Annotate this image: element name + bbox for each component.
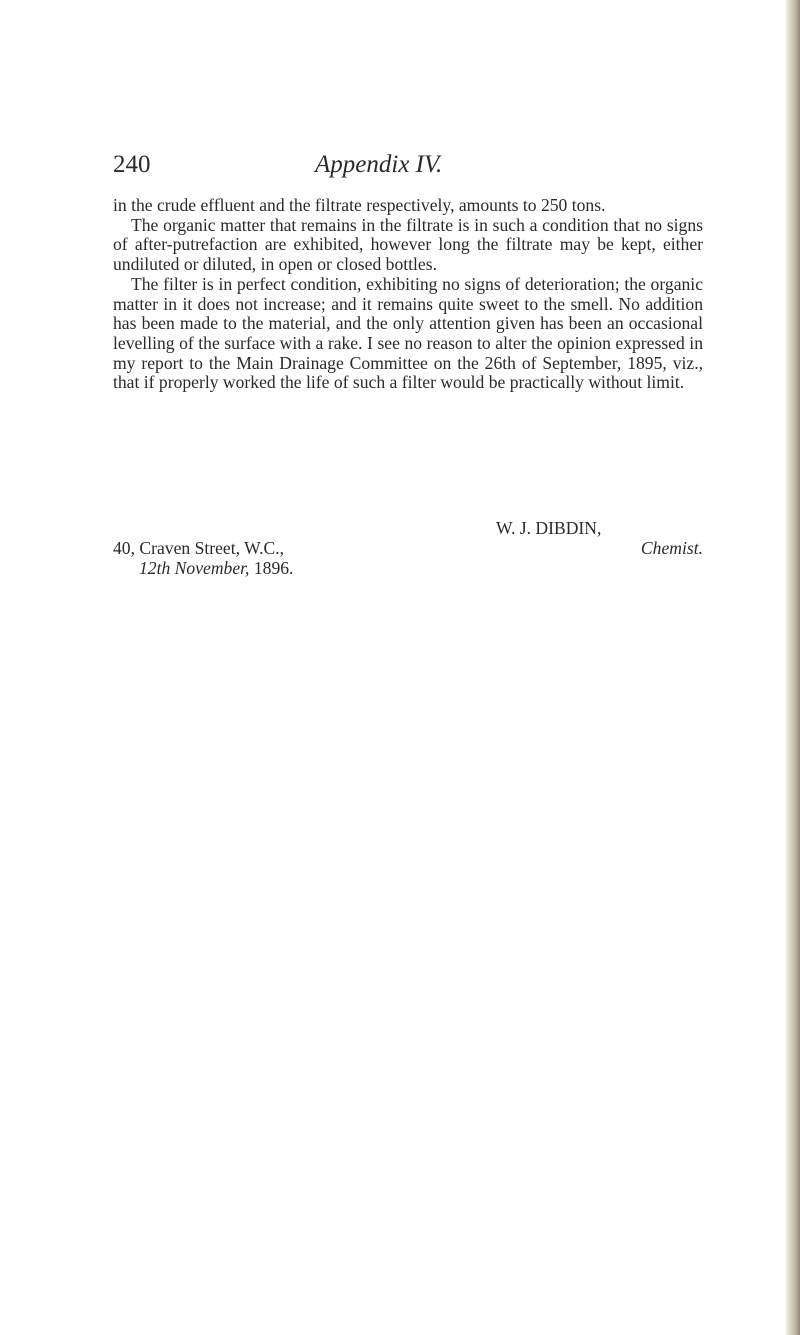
signatory-address: 40, Craven Street, W.C., (113, 538, 285, 558)
paragraph: in the crude effluent and the filtrate respectively, amounts to 250 tons. (113, 195, 606, 215)
signatory-title: Chemist. (640, 538, 703, 558)
page-number: 240 (113, 151, 151, 178)
signatory-name: W. J. DIBDIN, (496, 518, 602, 538)
signature-date-year: 1896. (253, 558, 294, 578)
body-text (113, 196, 703, 393)
signature-block (113, 519, 703, 581)
page-header (113, 148, 703, 182)
paragraph: The organic matter that remains in the filtrate is in such a condition that no signs of after-putrefaction are exhibited, however long the filtrate may be kept, either undiluted or diluted, in open or closed bottles. (113, 214, 703, 275)
running-title: Appendix IV. (315, 151, 443, 178)
signature-date (139, 559, 293, 579)
page-edge (786, 0, 800, 1335)
signature-date-day-month: 12th November, (139, 558, 250, 578)
paragraph: The filter is in perfect condition, exhibiting no signs of deterioration; the organic matter in it does not increase; and it remains quite sweet to the smell. No addition has been made to the material, and the only attention given has been an occasional levelling of the surface with a rake. I see no reason to alter the opinion expressed in my report to the Main Drainage Committee on the 26th of September, 1895, viz., that if properly worked the life of such a filter would be practically without limit. (113, 273, 703, 393)
